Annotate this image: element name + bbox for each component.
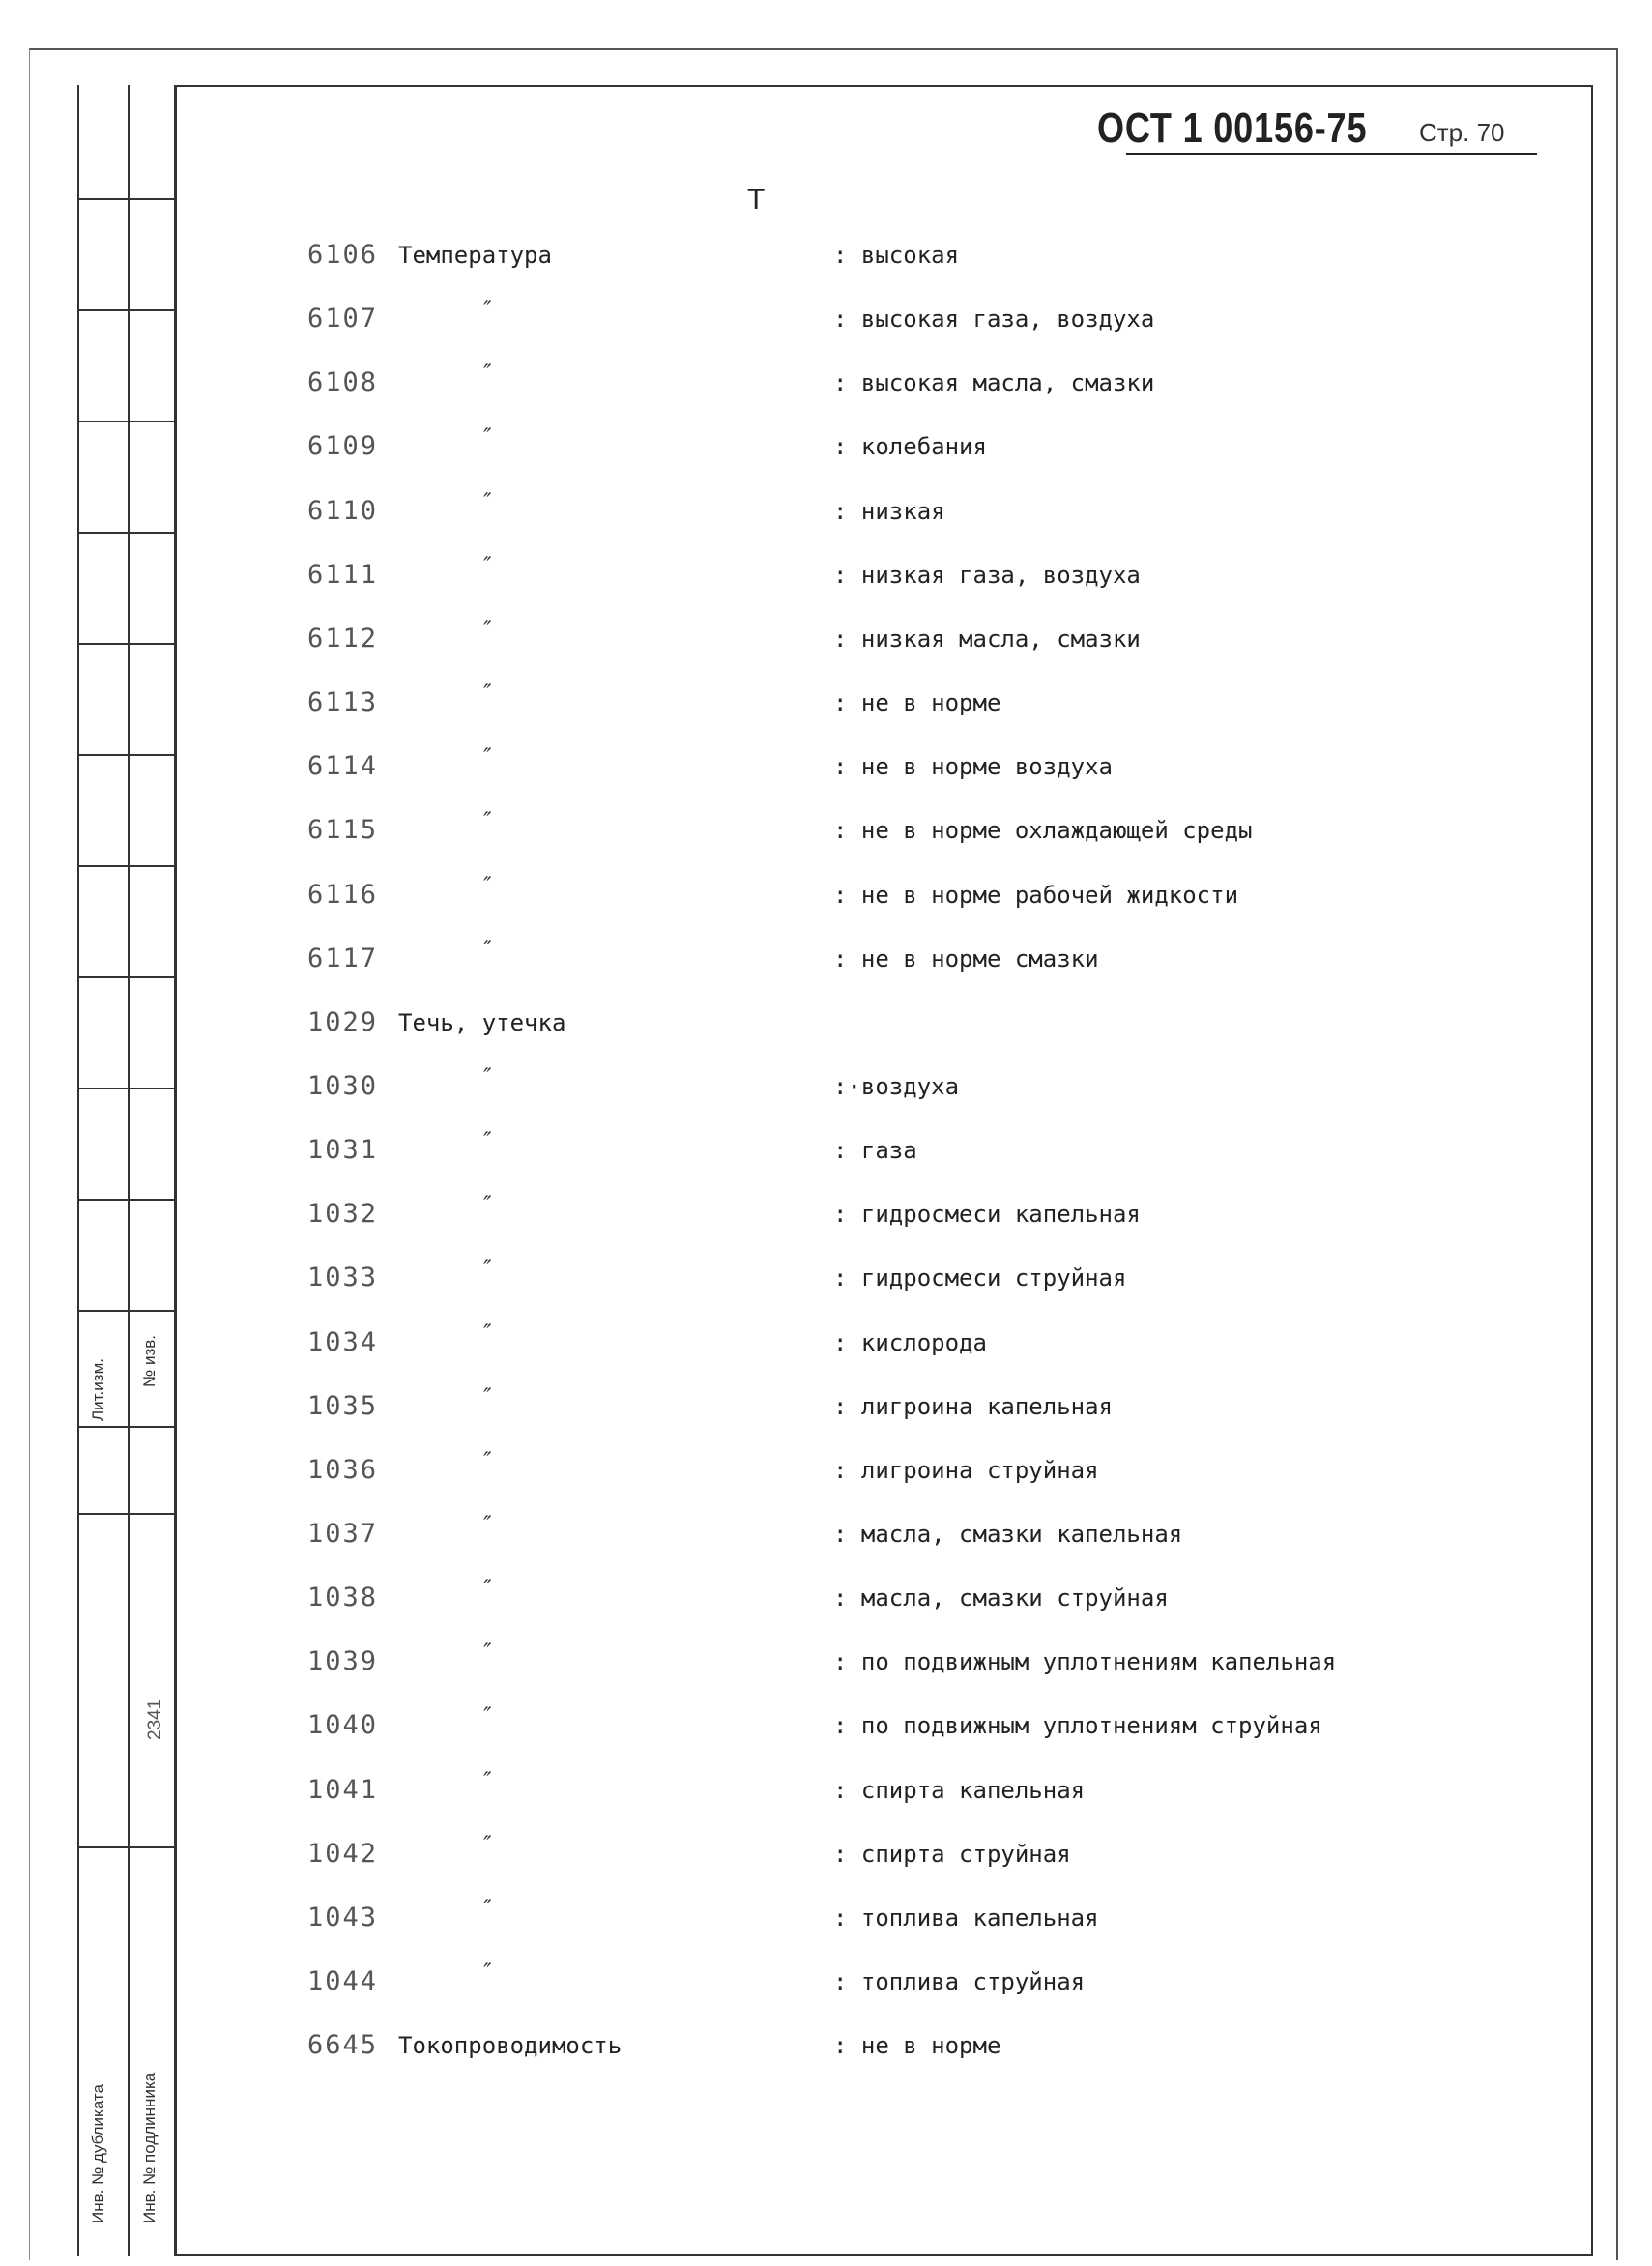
ditto-mark: ″ [478,618,492,642]
list-item [0,425,1652,470]
header-underline [1126,153,1537,155]
item-description: : не в норме рабочей жидкости [833,882,1239,909]
item-description: : масла, смазки капельная [833,1521,1183,1548]
item-description: : топлива струйная [833,1968,1086,1995]
item-description: : не в норме [833,2032,1001,2059]
list-item [0,745,1652,790]
margin-label-lit-izm: Лит.изм. [89,1358,107,1421]
item-description: : спирта струйная [833,1841,1071,1868]
item-code: 6645 [307,2030,379,2060]
ditto-mark: ″ [478,745,492,770]
ditto-mark: ″ [478,1769,492,1793]
item-description: : кислорода [833,1329,987,1356]
item-description: :·воздуха [833,1073,960,1100]
item-term: Температура [398,242,552,269]
item-description: : масла, смазки струйная [833,1584,1169,1612]
item-code: 6111 [307,560,379,590]
list-item [0,1641,1652,1685]
item-code: 1032 [307,1199,379,1229]
document-code: ОСТ 1 00156-75 [1097,104,1368,152]
ditto-mark: ″ [478,1322,492,1346]
list-item [0,1769,1652,1814]
ditto-mark: ″ [478,425,492,450]
list-item [0,298,1652,342]
item-code: 1037 [307,1519,379,1549]
margin-divider [77,1310,174,1312]
item-code: 6106 [307,240,379,270]
item-code: 1031 [307,1135,379,1165]
item-code: 6107 [307,304,379,334]
item-description: : не в норме воздуха [833,753,1113,780]
item-code: 1034 [307,1327,379,1357]
margin-label-no-izv: № изв. [140,1334,159,1387]
item-description: : высокая масла, смазки [833,369,1155,396]
item-description: : высокая газа, воздуха [833,305,1155,333]
ditto-mark: ″ [478,1385,492,1409]
list-item [0,490,1652,535]
item-code: 1035 [307,1391,379,1421]
item-description: : гидросмеси капельная [833,1201,1141,1228]
list-item [0,1833,1652,1877]
margin-inv-number: 2341 [145,1699,165,1740]
list-item [0,1961,1652,2005]
item-code: 6117 [307,944,379,973]
ditto-mark: ″ [478,1129,492,1153]
page-number: Стр. 70 [1419,118,1505,147]
list-item [0,809,1652,854]
item-description: : не в норме [833,689,1001,716]
list-item [0,240,1652,278]
item-description: : топлива капельная [833,1904,1099,1932]
list-item [0,1513,1652,1557]
ditto-mark: ″ [478,1704,492,1729]
margin-divider [77,198,174,200]
section-letter: Т [747,184,766,216]
item-code: 6112 [307,624,379,654]
ditto-mark: ″ [478,1513,492,1537]
item-description: : высокая [833,242,960,269]
ditto-mark: ″ [478,1577,492,1601]
ditto-mark: ″ [478,1833,492,1857]
item-code: 6116 [307,880,379,910]
ditto-mark: ″ [478,938,492,962]
item-description: : колебания [833,433,987,460]
margin-label-inv-dublikata: Инв. № дубликата [89,2084,107,2223]
list-item [0,1449,1652,1494]
item-code: 1030 [307,1071,379,1101]
ditto-mark: ″ [478,1897,492,1921]
list-item [0,1193,1652,1237]
item-description: : по подвижным уплотнениям струйная [833,1712,1322,1739]
list-item [0,1322,1652,1366]
item-code: 6115 [307,815,379,845]
ditto-mark: ″ [478,809,492,833]
list-item [0,1704,1652,1749]
ditto-mark: ″ [478,874,492,898]
item-term: Токопроводимость [398,2032,623,2059]
list-item [0,1129,1652,1174]
list-item [0,1007,1652,1046]
list-item [0,1257,1652,1301]
ditto-mark: ″ [478,298,492,322]
list-item [0,682,1652,726]
list-item [0,618,1652,662]
list-item [0,1577,1652,1621]
margin-label-inv-podlinnika: Инв. № подлинника [140,2072,159,2223]
item-code: 1040 [307,1710,379,1740]
list-item [0,362,1652,406]
item-description: : газа [833,1137,917,1164]
ditto-mark: ″ [478,1065,492,1089]
item-code: 1033 [307,1263,379,1293]
item-code: 6113 [307,687,379,717]
item-code: 6110 [307,496,379,526]
item-code: 1039 [307,1646,379,1676]
item-code: 1036 [307,1455,379,1485]
list-item [0,938,1652,982]
ditto-mark: ″ [478,1449,492,1473]
ditto-mark: ″ [478,554,492,578]
margin-divider [77,865,174,867]
item-description: : спирта капельная [833,1777,1086,1804]
item-description: : гидросмеси струйная [833,1264,1127,1292]
item-code: 1043 [307,1903,379,1932]
ditto-mark: ″ [478,1961,492,1985]
item-description: : не в норме смазки [833,945,1099,973]
item-code: 1044 [307,1966,379,1996]
item-code: 6114 [307,751,379,781]
item-term: Течь, утечка [398,1009,566,1036]
ditto-mark: ″ [478,682,492,706]
ditto-mark: ″ [478,1257,492,1281]
list-item [0,554,1652,598]
list-item [0,1065,1652,1110]
item-description: : низкая [833,498,945,525]
item-description: : низкая газа, воздуха [833,562,1141,589]
item-description: : не в норме охлаждающей среды [833,817,1253,844]
item-code: 1041 [307,1775,379,1805]
margin-divider [77,421,174,422]
list-item [0,2030,1652,2069]
list-item [0,874,1652,918]
item-code: 6109 [307,431,379,461]
item-description: : лигроина капельная [833,1393,1113,1420]
ditto-mark: ″ [478,1641,492,1665]
item-code: 6108 [307,367,379,397]
item-description: : низкая масла, смазки [833,625,1141,653]
ditto-mark: ″ [478,362,492,386]
item-code: 1038 [307,1583,379,1612]
item-description: : по подвижным уплотнениям капельная [833,1648,1337,1675]
item-description: : лигроина струйная [833,1457,1099,1484]
ditto-mark: ″ [478,1193,492,1217]
margin-divider [77,1513,174,1515]
ditto-mark: ″ [478,490,492,514]
item-code: 1029 [307,1007,379,1037]
item-code: 1042 [307,1839,379,1869]
list-item [0,1897,1652,1941]
